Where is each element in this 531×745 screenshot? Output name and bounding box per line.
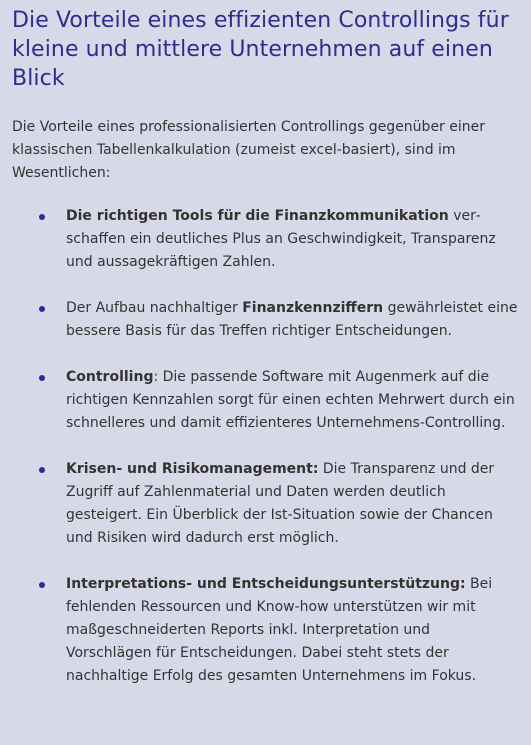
bullet-icon [39, 375, 45, 381]
benefit-text: verschaffen ein deutliches Plus an Geschwindigkeit, Transparenz und aussagekräftigen Zahlen. [66, 208, 496, 270]
benefit-keyword: Die richtigen Tools für die Finanzkommunikation [66, 208, 449, 224]
intro-paragraph: Die Vorteile eines professionalisierten Controllings gegenüber einer klassischen Tabellenkalkulation (zumeist excel-basiert), sind im Wesentlichen: [12, 119, 486, 181]
list-item [12, 458, 519, 550]
list-item [12, 205, 519, 274]
benefit-keyword: Finanzkennziffern [242, 300, 384, 316]
benefit-text: Die Transparenz und der Zugriff auf Zahlenmaterial und Daten werden deutlich gesteigert. Ein Überblick der Ist-Situation sowie der Chancen und Risiken wird dadurch erst möglich. [66, 461, 495, 546]
benefit-keyword: Interpretations- und Entscheidungsunterstützung: [66, 576, 466, 592]
benefit-lead: Der Aufbau nachhaltiger [66, 300, 243, 316]
benefit-text: gewährleistet eine bessere Basis für das Treffen richtiger Entscheidungen. [66, 300, 518, 339]
benefit-keyword: Krisen- und Risikomanagement: [66, 461, 319, 477]
list-item [12, 573, 519, 688]
list-item [12, 297, 519, 343]
bullet-icon [39, 306, 45, 312]
bullet-icon [39, 214, 45, 220]
list-item [12, 366, 519, 435]
benefit-text: Bei fehlenden Ressourcen und Know-how unterstützen wir mit maßgeschneiderten Reports inkl. Interpretation und Vorschlägen für Entscheidungen. Dabei steht stets der nachhaltige Erfolg des gesamten Unternehmens im Fokus. [66, 576, 493, 684]
bullet-icon [39, 582, 45, 588]
benefit-keyword: Controlling [66, 369, 154, 385]
bullet-icon [39, 467, 45, 473]
benefit-text: : Die passende Software mit Augenmerk auf die richtigen Kennzahlen sorgt für einen echten Mehrwert durch ein schnelleres und damit effizienteres Unternehmens-Controlling. [66, 369, 515, 431]
benefits-list [12, 205, 519, 688]
page-title: Die Vorteile eines effizienten Controllings für kleine und mittlere Unternehmen auf einen Blick [12, 8, 509, 91]
